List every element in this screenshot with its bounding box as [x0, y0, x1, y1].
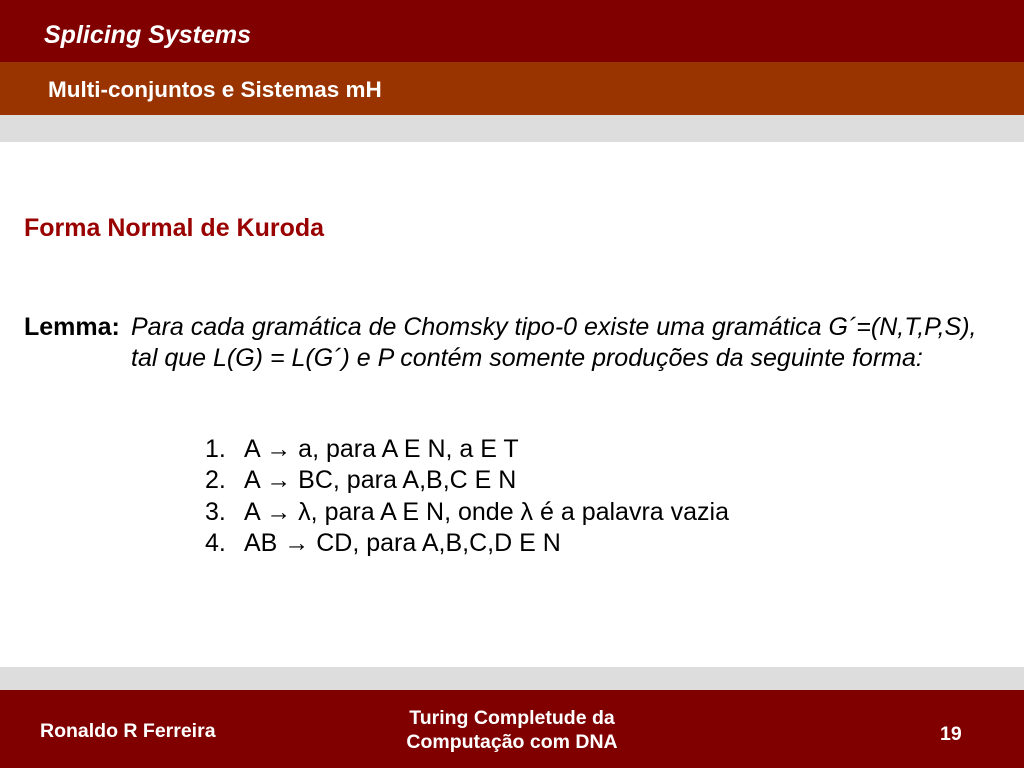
page-number: 19: [940, 723, 962, 745]
rule-text: A → λ, para A E N, onde λ é a palavra vazia: [244, 497, 729, 526]
slide-title: Splicing Systems: [44, 21, 252, 49]
rule-text: A → BC, para A,B,C E N: [244, 466, 517, 495]
rule-number: 1.: [205, 435, 226, 463]
top-divider-band: [0, 115, 1024, 142]
lemma-statement-line-1: Para cada gramática de Chomsky tipo-0 existe uma gramática G´=(N,T,P,S),: [131, 313, 977, 341]
rule-number: 4.: [205, 528, 226, 557]
footer-title-line-2: Computação com DNA: [406, 731, 618, 753]
rule-item: [0, 497, 1024, 528]
rule-item: [0, 465, 1024, 496]
slide-subtitle: Multi-conjuntos e Sistemas mH: [48, 77, 382, 102]
bottom-divider-band: [0, 667, 1024, 690]
production-rules-list: [0, 434, 1024, 559]
footer-author: Ronaldo R Ferreira: [40, 720, 216, 742]
rule-item: [0, 434, 1024, 465]
lemma-label: Lemma:: [24, 313, 120, 341]
rule-number: 2.: [205, 466, 226, 495]
section-heading: Forma Normal de Kuroda: [24, 214, 325, 242]
footer-presentation-title: [362, 706, 662, 754]
rule-item: [0, 528, 1024, 559]
rule-number: 3.: [205, 497, 226, 526]
rule-text: AB → CD, para A,B,C,D E N: [244, 528, 561, 557]
rule-text: A → a, para A E N, a E T: [244, 435, 519, 463]
footer-title-line-1: Turing Completude da: [409, 707, 615, 729]
lemma-statement-line-2: tal que L(G) = L(G´) e P contém somente produções da seguinte forma:: [131, 344, 923, 372]
